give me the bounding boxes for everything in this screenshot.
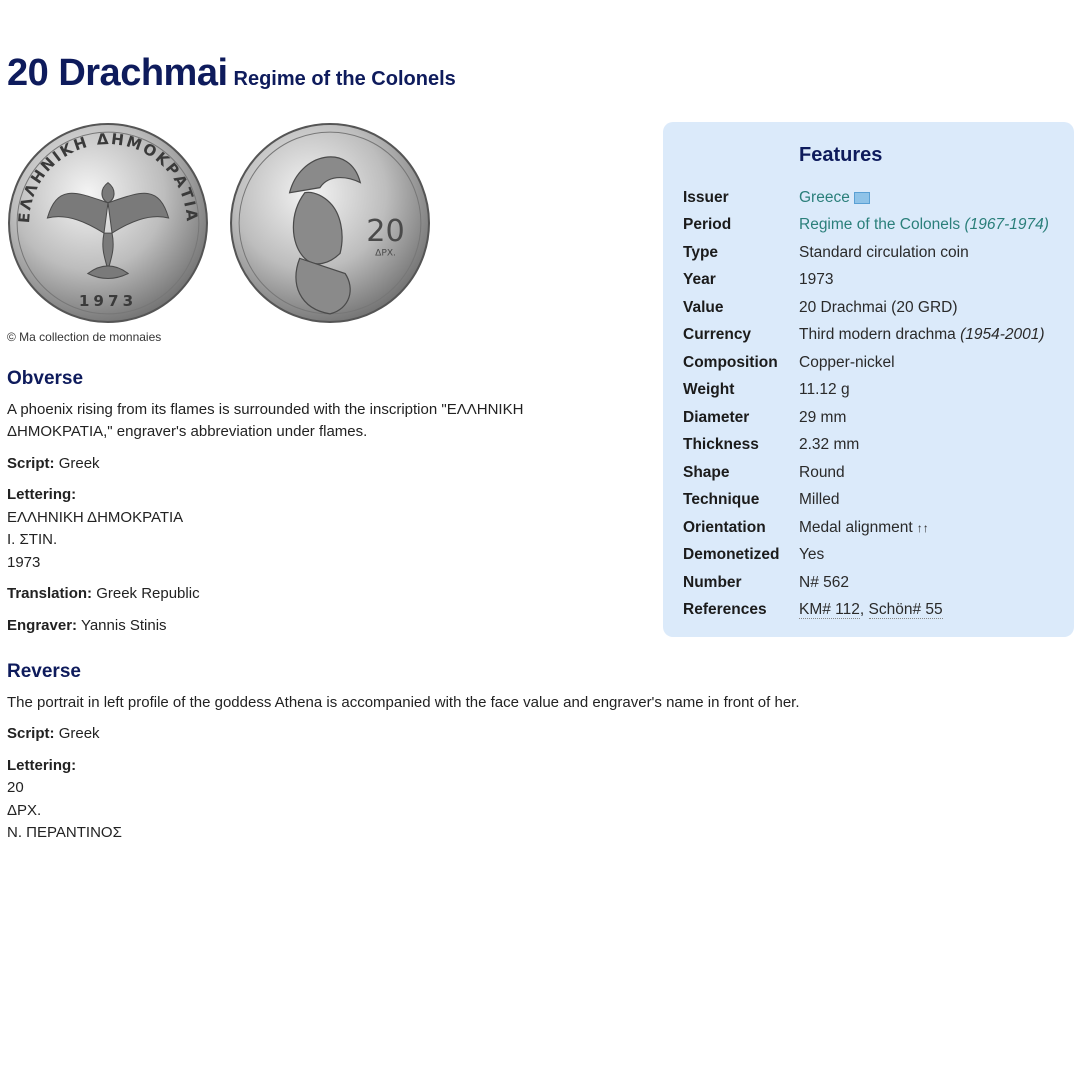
period-link[interactable] (799, 216, 1049, 234)
feature-key: Shape (683, 463, 730, 481)
obverse-heading: Obverse (7, 368, 84, 389)
lettering-line: ΔΡΧ. (7, 801, 42, 819)
feature-value (799, 189, 870, 207)
reference-schon[interactable]: Schön# 55 (868, 601, 943, 619)
currency-value: Third modern drachma (799, 326, 956, 344)
feature-row-weight (683, 377, 1049, 405)
feature-value: 1973 (799, 271, 834, 289)
feature-value: Copper-nickel (799, 353, 895, 371)
feature-value: 29 mm (799, 408, 847, 426)
feature-row-type (683, 239, 1049, 267)
feature-value: Round (799, 463, 845, 481)
feature-row-orientation (683, 514, 1049, 542)
feature-row-period (683, 212, 1049, 240)
reverse-section (7, 661, 907, 845)
reverse-coin-image[interactable] (229, 122, 431, 324)
reference-km[interactable]: KM# 112 (799, 601, 860, 619)
feature-key: Value (683, 298, 724, 316)
greece-flag-icon (854, 192, 870, 204)
feature-row-references (683, 597, 1049, 625)
page-title (7, 52, 456, 95)
coin-period-subtitle: Regime of the Colonels (233, 68, 456, 90)
feature-value: Milled (799, 491, 840, 509)
lettering-label: Lettering: (7, 756, 77, 774)
script-label: Script: (7, 454, 55, 472)
translation-label: Translation: (7, 585, 93, 602)
feature-value: Standard circulation coin (799, 243, 969, 261)
script-value: Greek (58, 454, 100, 472)
feature-key: Demonetized (683, 546, 780, 564)
feature-value (799, 326, 1045, 344)
feature-key: Thickness (683, 436, 759, 454)
feature-key: Year (683, 271, 716, 289)
feature-row-demonetized (683, 542, 1049, 570)
image-credit: © Ma collection de monnaies (7, 330, 162, 344)
engraver-label: Engraver: (7, 616, 78, 634)
features-heading: Features (799, 144, 883, 166)
reverse-script (7, 723, 907, 746)
feature-value (799, 601, 943, 619)
features-table (683, 184, 1049, 624)
engraver-value: Yannis Stinis (80, 616, 167, 634)
feature-value: 2.32 mm (799, 436, 860, 454)
feature-key: Period (683, 216, 732, 234)
feature-row-technique (683, 487, 1049, 515)
reverse-description: The portrait in left profile of the goddess Athena is accompanied with the face value and engraver's name in front of her. (7, 693, 800, 711)
coin-title: 20 Drachmai (7, 52, 228, 94)
feature-value: 11.12 g (799, 381, 850, 399)
feature-key: Currency (683, 326, 752, 344)
lettering-line: 1973 (7, 553, 41, 571)
reverse-value-text: 20 (366, 214, 405, 250)
lettering-line: ΕΛΛΗΝΙΚΗ ΔΗΜΟΚΡΑΤΙΑ (7, 508, 184, 526)
feature-row-number (683, 569, 1049, 597)
feature-key: Number (683, 573, 742, 591)
feature-key: Diameter (683, 408, 750, 426)
feature-value: Yes (799, 546, 825, 564)
reference-separator: , (859, 601, 869, 619)
feature-key: Type (683, 243, 719, 261)
coin-images (7, 122, 437, 327)
orientation-value: Medal alignment (799, 518, 913, 536)
feature-row-composition (683, 349, 1049, 377)
feature-key: Composition (683, 353, 778, 371)
feature-row-value (683, 294, 1049, 322)
medal-alignment-arrows-icon: ↑↑ (916, 520, 929, 535)
obverse-coin-image[interactable] (7, 122, 209, 324)
obverse-legend-text: ΕΛΛΗΝΙΚΗ ΔΗΜΟΚΡΑΤΙΑ (15, 129, 202, 224)
obverse-year-text: 1973 (78, 291, 138, 310)
feature-row-thickness (683, 432, 1049, 460)
feature-row-diameter (683, 404, 1049, 432)
feature-value (799, 519, 929, 537)
obverse-description: A phoenix rising from its flames is surrounded with the inscription "ΕΛΛΗΝΙΚΗ ΔΗΜΟΚΡΑΤΙΑ," engraver's abbreviation under flames. (7, 400, 524, 440)
feature-key: Technique (683, 491, 760, 509)
feature-key: Orientation (683, 518, 766, 536)
reverse-lettering (7, 755, 907, 845)
period-value: Regime of the Colonels (799, 216, 961, 234)
lettering-label: Lettering: (7, 486, 77, 503)
currency-years: (1954-2001) (960, 326, 1045, 344)
reverse-unit-text: ΔΡΧ. (375, 248, 396, 259)
script-label: Script: (7, 725, 55, 742)
feature-row-year (683, 267, 1049, 295)
translation-value: Greek Republic (96, 585, 200, 602)
feature-key: References (683, 601, 767, 619)
reverse-heading: Reverse (7, 661, 81, 682)
lettering-line: 20 (7, 779, 24, 796)
feature-row-shape (683, 459, 1049, 487)
feature-value: N# 562 (799, 573, 849, 591)
period-years: (1967-1974) (964, 216, 1049, 234)
features-panel (663, 122, 1074, 637)
feature-key: Weight (683, 381, 735, 399)
feature-row-currency (683, 322, 1049, 350)
lettering-line: Ν. ΠΕΡΑΝΤΙΝΟΣ (7, 824, 122, 841)
script-value: Greek (58, 725, 100, 742)
feature-value: 20 Drachmai (20 GRD) (799, 298, 958, 316)
feature-row-issuer (683, 184, 1049, 212)
feature-key: Issuer (683, 188, 729, 206)
lettering-line: Ι. ΣΤΙΝ. (7, 531, 58, 548)
issuer-link[interactable]: Greece (799, 188, 850, 206)
